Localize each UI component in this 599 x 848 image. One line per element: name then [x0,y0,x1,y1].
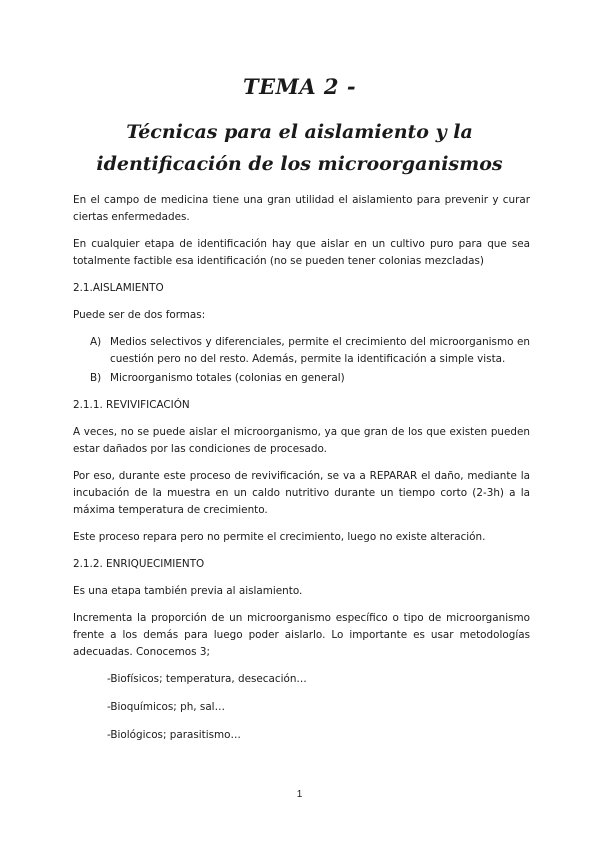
list-marker: B) [90,372,102,384]
intro-paragraph: En el campo de medicina tiene una gran utilidad el aislamiento para prevenir y curar ciertas enfermedades. [73,194,530,223]
intro-paragraph: En cualquier etapa de identificación hay que aislar en un cultivo puro para que sea totalmente factible esa identificación (no se pueden tener colonias mezcladas) [73,238,530,267]
method-item: -Biofísicos; temperatura, desecación… [107,673,307,685]
list-item [90,370,530,387]
method-item: -Biológicos; parasitismo… [107,729,241,741]
section-heading-revivificacion: 2.1.1. REVIVIFICACIÓN [73,399,190,411]
list-item-text: Medios selectivos y diferenciales, permite el crecimiento del microorganismo en cuestión pero no del resto. Además, permite la identificación a simple vista. [110,336,530,365]
list-marker: A) [90,336,102,348]
aislamiento-list [73,334,530,387]
body-paragraph: Por eso, durante este proceso de revivificación, se va a REPARAR el daño, mediante la incubación de la muestra en un caldo nutritivo durante un tiempo corto (2-3h) a la máxima temperatura de crecimiento. [73,470,530,516]
section-heading-enriquecimiento: 2.1.2. ENRIQUECIMIENTO [73,558,205,570]
document-body [73,192,530,755]
body-paragraph: Este proceso repara pero no permite el crecimiento, luego no existe alteración. [73,531,486,543]
method-item: -Bioquímicos; ph, sal… [107,701,225,713]
page-title: TEMA 2 - [242,74,357,99]
section-lead: Puede ser de dos formas: [73,309,206,321]
page-subtitle: Técnicas para el aislamiento y la identificación de los microorganismos [96,121,503,175]
list-item [90,334,530,368]
list-item-text: Microorganismo totales (colonias en general) [110,372,345,384]
body-paragraph: Es una etapa también previa al aislamiento. [73,585,303,597]
section-heading-aislamiento: 2.1.AISLAMIENTO [73,282,164,294]
page-number: 1 [296,789,303,800]
body-paragraph: A veces, no se puede aislar el microorganismo, ya que gran de los que existen pueden estar dañados por las condiciones de procesado. [73,426,530,455]
body-paragraph: Incrementa la proporción de un microorganismo específico o tipo de microorganismo frente a los demás para luego poder aislarlo. Lo importante es usar metodologías adecuadas. Conocemos 3; [73,612,530,658]
